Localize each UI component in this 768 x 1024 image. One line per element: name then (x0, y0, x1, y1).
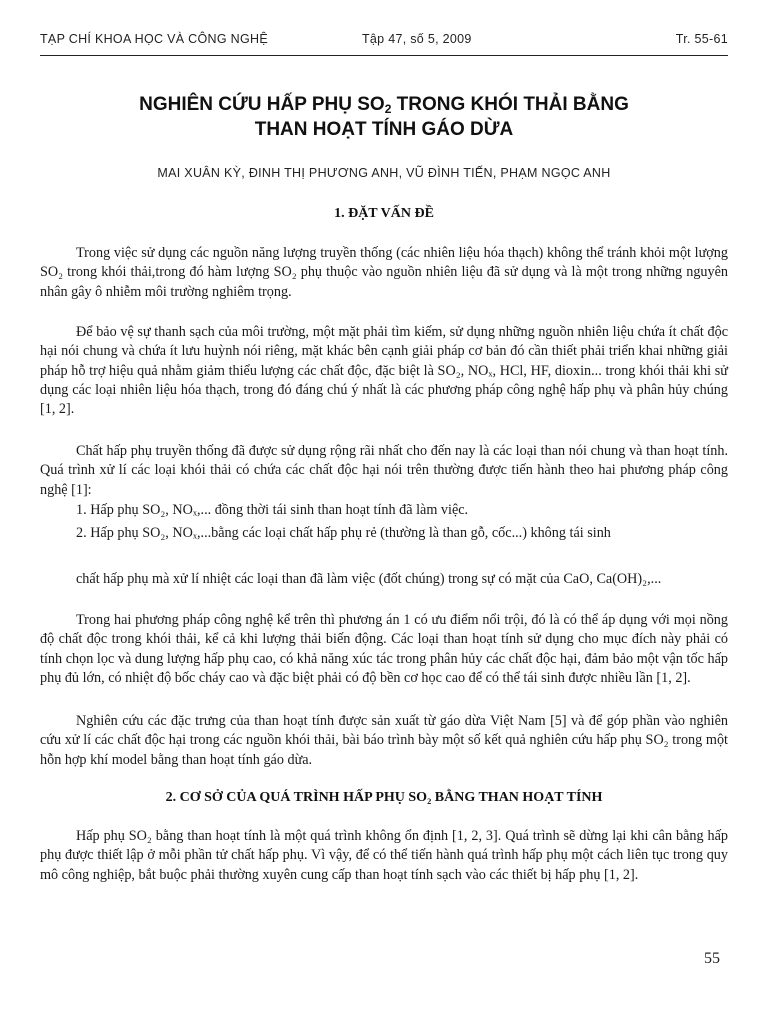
paragraph: Nghiên cứu các đặc trưng của than hoạt tính được sản xuất từ gáo dừa Việt Nam [5] và để góp phần vào nghiên cứu xử lí các chất độc hại trong các nguồn khói thải, bài báo trình bày một số kết quả nghiên cứu hấp phụ SO₂ trong một hỗn hợp khí model bằng than hoạt tính gáo dừa. (40, 713, 728, 768)
list-item: 2. Hấp phụ SO₂, NOₓ,...bằng các loại chất hấp phụ rẻ (thường là than gỗ, cốc...) không tái sinh (76, 525, 611, 541)
paragraph: Trong việc sử dụng các nguồn năng lượng truyền thống (các nhiên liệu hóa thạch) không thể tránh khỏi một lượng SO₂ trong khói thải,trong đó hàm lượng SO₂ phụ thuộc vào nguồn nhiên liệu đã sử dụng và là một trong những nguyên nhân gây ô nhiễm môi trường nghiêm trọng. (40, 245, 728, 300)
title-line-1: NGHIÊN CỨU HẤP PHỤ $SO_2$ TRONG KHÓI THẢI BẰNG (139, 94, 629, 116)
paragraph: Hấp phụ SO₂ bằng than hoạt tính là một quá trình không ổn định [1, 2, 3]. Quá trình sẽ dừng lại khi cân bằng hấp phụ được thiết lập ở mỗi phần tử chất hấp phụ. Vì vậy, để có thể tiến hành quá trình hấp phụ một cách liên tục trong quy mô công nghiệp, bắt buộc phải thường xuyên cung cấp than hoạt tính sạch vào các thiết bị hấp phụ [1, 2]. (40, 828, 728, 883)
section-heading-1: 1. ĐẶT VẤN ĐỀ (334, 206, 434, 221)
journal-name: TẠP CHÍ KHOA HỌC VÀ CÔNG NGHỆ (40, 32, 268, 46)
page-range: Tr. 55-61 (675, 32, 728, 46)
paper-title (60, 92, 708, 142)
issue-info: Tập 47, số 5, 2009 (362, 32, 472, 46)
paragraph: Trong hai phương pháp công nghệ kể trên thì phương án 1 có ưu điểm nổi trội, đó là có thể áp dụng với mọi nồng độ chất độc trong khói thải, kể cả khi lượng thải biến động. Các loại than hoạt tính sử dụng cho mục đích này phải có tính chọn lọc và dung lượng hấp phụ cao, có khả năng xúc tác trong phân hủy các chất độc hại, đảm bảo một vận tốc hấp phụ đủ lớn, có nhiệt độ bốc cháy cao và đặc biệt phải có độ bền cơ học cao để có thể tái sinh được nhiều lần [1, 2]. (40, 612, 728, 686)
list-item-continuation: chất hấp phụ mà xử lí nhiệt các loại than đã làm việc (đốt chúng) trong sự có mặt của CaO, Ca(OH)₂,... (76, 571, 662, 587)
header-rule (40, 55, 728, 56)
title-line-2: THAN HOẠT TÍNH GÁO DỪA (254, 119, 514, 140)
paragraph: Chất hấp phụ truyền thống đã được sử dụng rộng rãi nhất cho đến nay là các loại than nói chung và than hoạt tính. Quá trình xử lí các loại khói thải có chứa các chất độc hại nói trên thường được tiến hành theo hai phương pháp công nghệ [1]: (40, 443, 728, 498)
author-list: MAI XUÂN KỲ, ĐINH THỊ PHƯƠNG ANH, VŨ ĐÌNH TIẾN, PHẠM NGỌC ANH (157, 166, 611, 180)
section-heading-2: 2. CƠ SỞ CỦA QUÁ TRÌNH HẤP PHỤ SO₂ BẰNG THAN HOẠT TÍNH (165, 790, 603, 805)
list-item: 1. Hấp phụ SO₂, NOₓ,... đồng thời tái sinh than hoạt tính đã làm việc. (76, 502, 469, 518)
page-number: 55 (704, 950, 720, 967)
paragraph: Để bảo vệ sự thanh sạch của môi trường, một mặt phải tìm kiếm, sử dụng những nguồn nhiên liệu chứa ít chất độc hại nói chung và chứa ít lưu huỳnh nói riêng, mặt khác bên cạnh giải pháp cơ bản đó cần thiết phải triển khai những giải pháp hỗ trợ hiệu quả nhằm giảm thiểu lượng các chất độc, đặc biệt là SO₂, NOₓ, HCl, HF, dioxin... trong khói thải khi sử dụng các loại nhiên liệu hóa thạch, trong đó đáng chú ý nhất là các phương pháp công nghệ hấp phụ và phân hủy chúng [1, 2]. (40, 324, 728, 418)
